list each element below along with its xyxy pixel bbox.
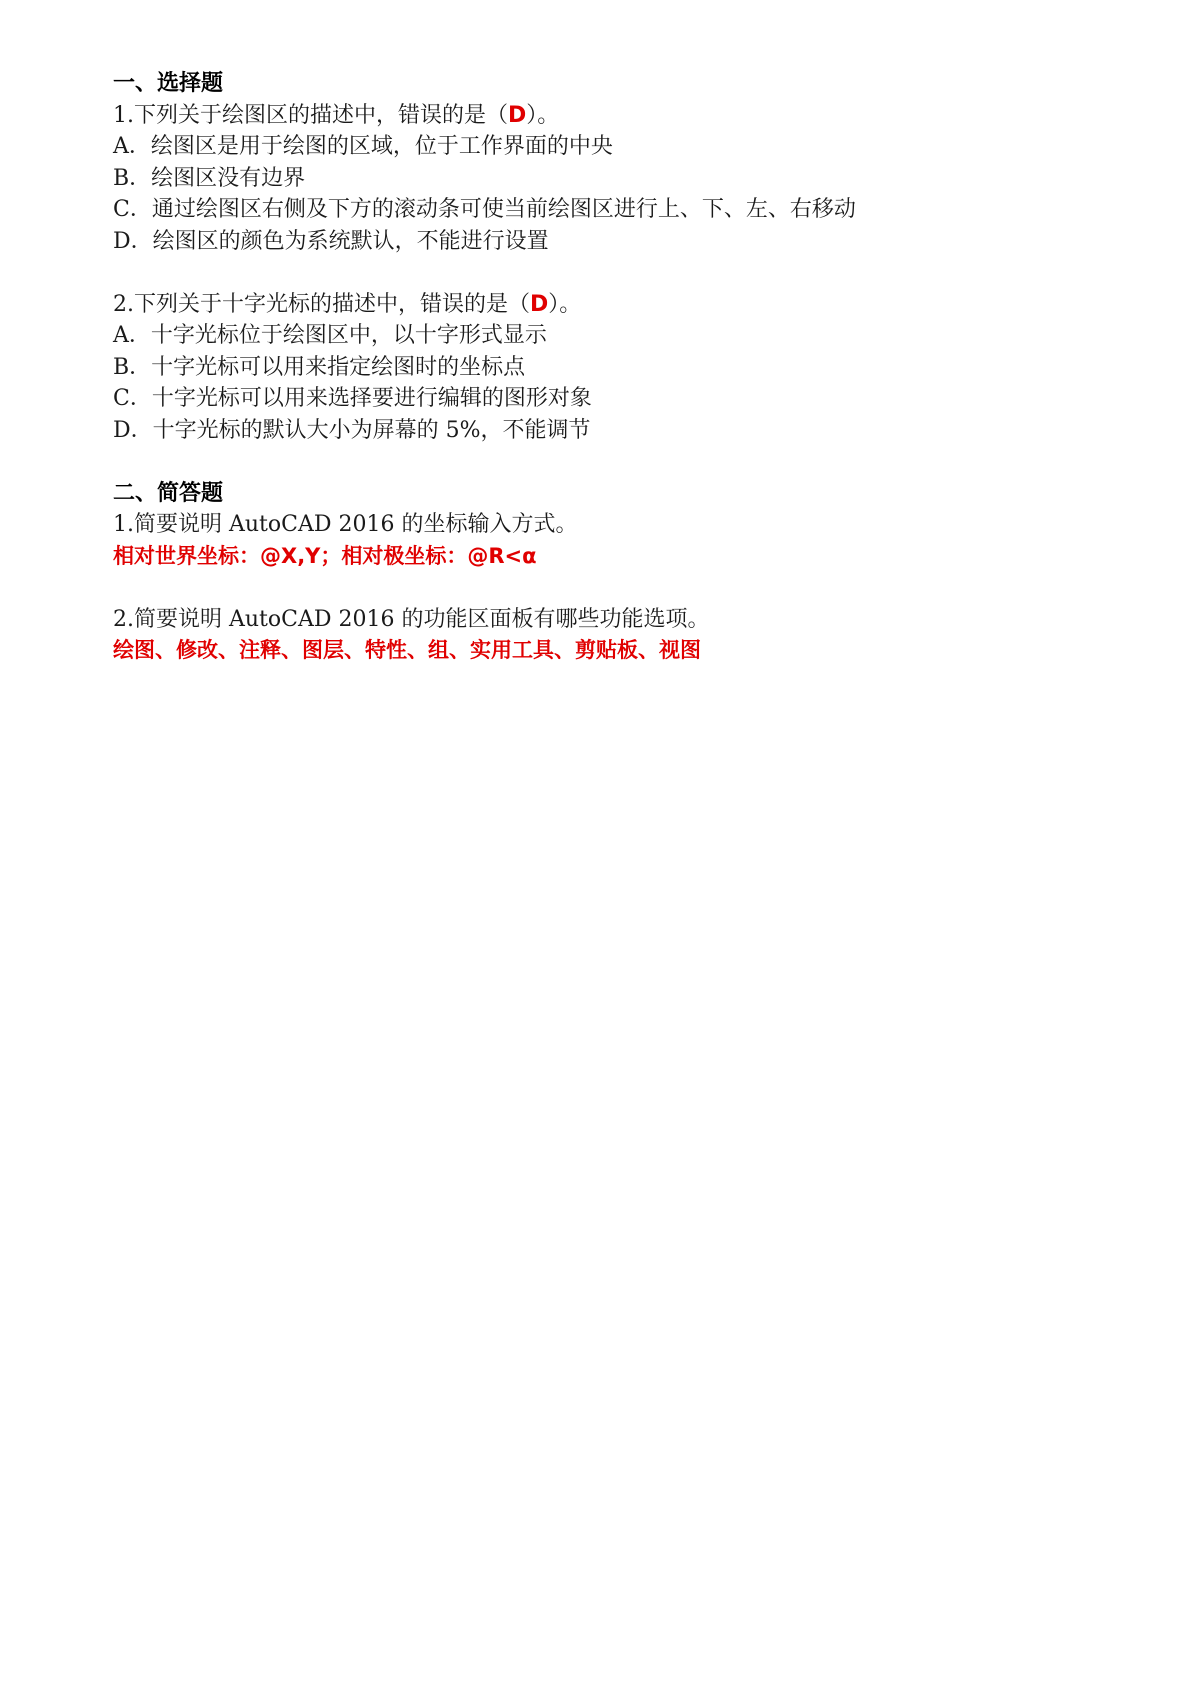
spacer [113, 446, 1113, 478]
short-question-1: 1.简要说明 AutoCAD 2016 的坐标输入方式。 [113, 512, 578, 537]
question-2-option-c: C．十字光标可以用来选择要进行编辑的图形对象 [113, 386, 592, 411]
question-1-prefix: 1.下列关于绘图区的描述中，错误的是（ [113, 102, 508, 128]
question-1-option-d: D．绘图区的颜色为系统默认，不能进行设置 [113, 228, 549, 254]
question-1-suffix: ）。 [526, 102, 560, 128]
question-1-option-c: C．通过绘图区右侧及下方的滚动条可使当前绘图区进行上、下、左、右移动 [113, 197, 856, 222]
question-2-prefix: 2.下列关于十字光标的描述中，错误的是（ [113, 291, 530, 317]
section-heading-short-answer: 二、简答题 [113, 480, 224, 506]
question-2-option-a: A．十字光标位于绘图区中，以十字形式显示 [113, 323, 547, 348]
spacer [113, 572, 1113, 604]
question-1-answer: D [508, 102, 527, 128]
question-1-option-a: A．绘图区是用于绘图的区域，位于工作界面的中央 [113, 134, 613, 159]
section-heading-choice: 一、选择题 [113, 71, 224, 96]
question-2 [113, 289, 1113, 321]
question-1-option-b: B．绘图区没有边界 [113, 165, 306, 191]
spacer [113, 257, 1113, 289]
question-2-answer: D [530, 291, 549, 317]
short-answer-2: 绘图、修改、注释、图层、特性、组、实用工具、剪贴板、视图 [113, 638, 701, 662]
question-2-suffix: ）。 [548, 291, 582, 317]
question-2-option-d: D．十字光标的默认大小为屏幕的 5%，不能调节 [113, 417, 591, 443]
short-question-2: 2.简要说明 AutoCAD 2016 的功能区面板有哪些功能选项。 [113, 606, 710, 632]
question-2-option-b: B．十字光标可以用来指定绘图时的坐标点 [113, 354, 526, 380]
question-1 [113, 100, 1113, 132]
document-content [113, 68, 1113, 667]
short-answer-1: 相对世界坐标：@X,Y；相对极坐标：@R<α [113, 543, 537, 568]
